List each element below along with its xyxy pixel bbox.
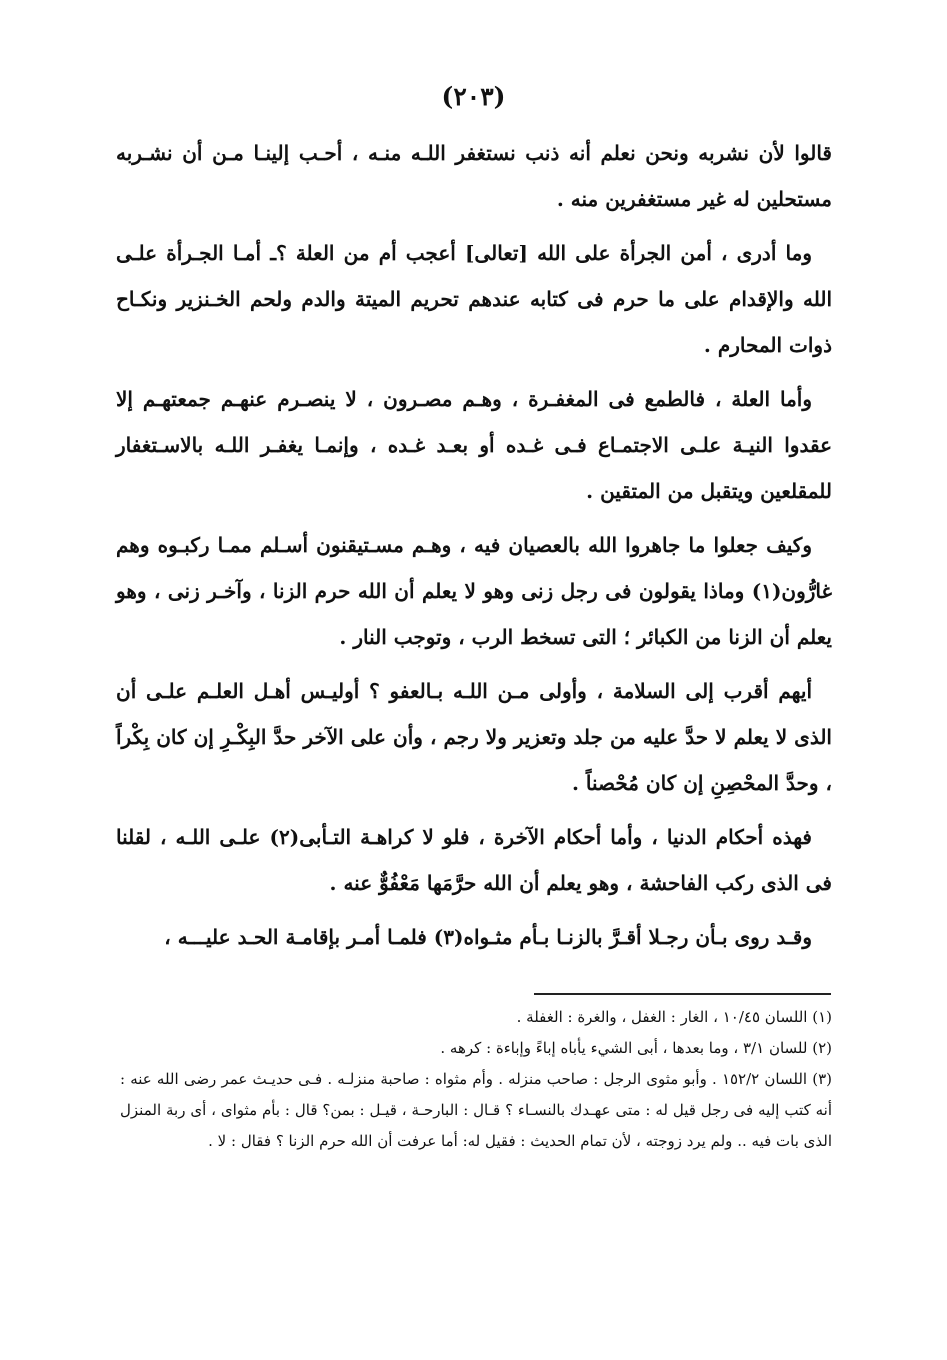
footnote-divider [534, 993, 831, 995]
paragraph: وقـد روى بـأن رجـلا أقـرَّ بالزنـا بـأم مثـواه(٣) فلمـا أمـر بإقامـة الحـد عليـــه ، [164, 925, 812, 949]
main-text [116, 130, 832, 968]
paragraph: وكيف جعلوا ما جاهروا الله بالعصيان فيه ، وهـم مسـتيقنون أسـلم ممـا ركبـوه وهم غارُّون(١) وماذا يقولون فى رجل زنى وهو لا يعلم أن الله حرم الزنا ، وآخـر زنى ، وهو يعلم أن الزنا من الكبائر ؛ التى تسخط الرب ، وتوجب النار . [116, 533, 832, 649]
footnote: (٢) للسان ٣/١ ، وما بعدها ، أبى الشيء يأباه إباءً وإباءة : كرهه . [440, 1039, 832, 1057]
paragraph: أيهم أقرب إلى السلامة ، وأولى مـن اللـه بـالعفو ؟ أوليـس أهـل العلـم علـى أن الذى لا يعلم لا حدَّ عليه من جلد وتعزير ولا رجم ، وأن على الآخر حدَّ البِكْـرِ إن كان بِكْراً ، وحدَّ المحْصِنِ إن كان مُحْصناً . [116, 679, 832, 795]
paragraph: وأما العلة ، فالطمع فى المغفـرة ، وهـم مصـرون ، لا ينصـرم عنهـم جمعتهـم إلا عقدوا النيـة علـى الاجتمـاع فـى غـده أو بعـد غـده ، وإنمـا يغفـر اللـه بالاسـتغفار للمقلعين ويتقبل من المتقين . [116, 387, 832, 503]
page-number: (٢٠٣) [441, 82, 506, 111]
footnotes [120, 1002, 832, 1157]
paragraph: وما أدرى ، أمن الجرأة على الله [تعالى] أعجب أم من العلة ؟ـ أمـا الجـرأة علـى الله والإقدام على ما حرم فى كتابه عندهم تحريم الميتة والدم ولحم الخـنزير ونكـاح ذوات المحارم . [116, 241, 832, 357]
footnote: (٣) اللسان ١٥٢/٢ . وأبو مثوى الرجل : صاحب منزله . وأم مثواه : صاحبة منزلـه . فـى حديـث عمر رضى الله عنه : أنه كتب إليه فى رجل قيل له : متى عهـدك بالنسـاء ؟ قـال : البارحـة ، قيـل : بمن؟ قال : بأم مثواى ، أى ربة المنزل الذى بات فيه .. ولم يرد زوجته ، لأن تمام الحديث : فقيل له: أما عرفت أن الله حرم الزنا ؟ فقال : لا . [120, 1070, 832, 1150]
footnote: (١) اللسان ١٠/٤٥ ، الغار : الغفل ، والغرة : الغفلة . [516, 1008, 832, 1026]
paragraph: فهذه أحكام الدنيا ، وأما أحكام الآخرة ، فلو لا كراهـة التـأبى(٢) علـى اللـه ، لقلنا فى الذى ركب الفاحشة ، وهو يعلم أن الله حرَّمَها مَعْفُوٌّ عنه . [116, 825, 832, 895]
paragraph: قالوا لأن نشربه ونحن نعلم أنه ذنب نستغفر اللـه منـه ، أحـب إلينـا مـن أن نشـربه مستحلين له غير مستغفرين منه . [116, 141, 832, 211]
